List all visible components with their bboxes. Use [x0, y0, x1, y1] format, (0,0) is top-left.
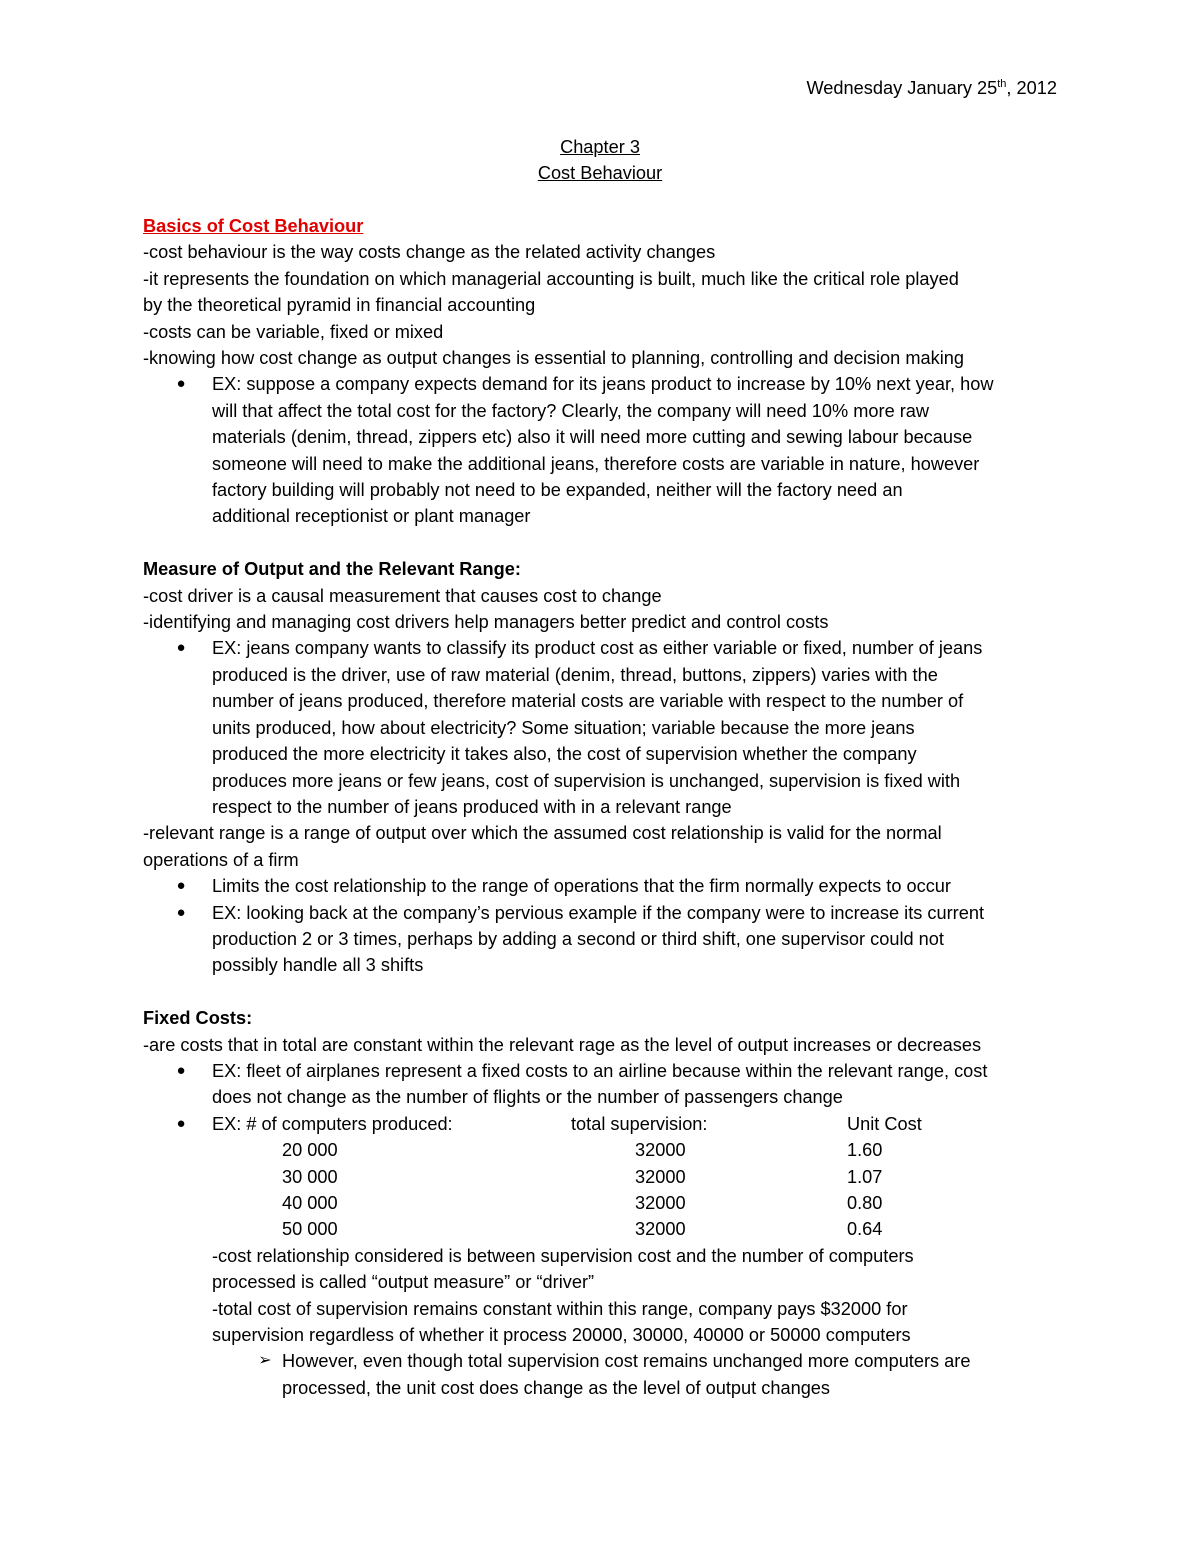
table-cell: 40 000	[282, 1193, 338, 1213]
bullet-icon: ●	[176, 1114, 186, 1132]
table-cell: 50 000	[282, 1219, 338, 1240]
bullet-line: produced the more electricity it takes also, the cost of supervision whether the company	[212, 744, 917, 765]
table-cell: 0.64	[847, 1219, 883, 1240]
bullet-line: units produced, how about electricity? Some situation; variable because the more jeans	[212, 717, 915, 738]
fixed-explanation	[143, 1243, 1057, 1349]
bullet-line: produces more jeans or few jeans, cost of supervision is unchanged, supervision is fixed with	[212, 770, 961, 791]
date-text: Wednesday January 25	[806, 78, 998, 98]
bullet-line: number of jeans produced, therefore material costs are variable with respect to the number of	[212, 691, 964, 712]
date-year: , 2012	[1006, 78, 1057, 98]
date-superscript: th	[997, 77, 1007, 90]
text-line: -cost relationship considered is between supervision cost and the number of computers	[212, 1245, 914, 1266]
bullet-icon: ●	[176, 375, 186, 393]
cost-table-block	[143, 1111, 1057, 1243]
bullet-item	[143, 1058, 1057, 1111]
bullet-line: EX: suppose a company expects demand for its jeans product to increase by 10% next year, how	[212, 374, 994, 395]
bullet-item	[143, 371, 1057, 529]
bullet-line: does not change as the number of flights or the number of passengers change	[212, 1087, 843, 1108]
bullet-line: will that affect the total cost for the factory? Clearly, the company will need 10% more raw	[212, 400, 930, 421]
table-row	[212, 1216, 967, 1242]
table-cell: 32000	[635, 1219, 686, 1240]
bullet-icon: ●	[176, 877, 186, 895]
text-line: -identifying and managing cost drivers help managers better predict and control costs	[143, 612, 829, 633]
table-cell: 0.80	[847, 1193, 883, 1213]
table-cell: 30 000	[282, 1166, 338, 1187]
bullet-line: materials (denim, thread, zippers etc) also it will need more cutting and sewing labour because	[212, 427, 973, 448]
bullet-item	[143, 873, 1057, 899]
table-header: Unit Cost	[847, 1113, 922, 1134]
bullet-line: However, even though total supervision cost remains unchanged more computers are	[282, 1351, 971, 1372]
arrow-bullet-icon: ➢	[258, 1352, 272, 1370]
text-line: -are costs that in total are constant within the relevant rage as the level of output increases or decreases	[143, 1034, 982, 1055]
bullet-line: EX: jeans company wants to classify its product cost as either variable or fixed, number of jeans	[212, 638, 983, 659]
bullet-line: EX: looking back at the company’s pervious example if the company were to increase its current	[212, 902, 985, 923]
bullet-line: produced is the driver, use of raw material (denim, thread, buttons, zippers) varies with the	[212, 664, 938, 685]
text-line: by the theoretical pyramid in financial accounting	[143, 295, 536, 316]
text-line: -relevant range is a range of output over which the assumed cost relationship is valid for the normal	[143, 823, 942, 844]
text-line: -it represents the foundation on which managerial accounting is built, much like the critical role played	[143, 268, 959, 289]
section-heading-fixed: Fixed Costs:	[143, 1008, 253, 1029]
table-cell: 20 000	[282, 1140, 338, 1161]
bullet-icon: ●	[176, 903, 186, 921]
text-line: -cost behaviour is the way costs change as the related activity changes	[143, 242, 716, 263]
table-header: EX: # of computers produced:	[212, 1113, 453, 1134]
bullet-line: someone will need to make the additional jeans, therefore costs are variable in nature, however	[212, 453, 980, 474]
text-line: -total cost of supervision remains constant within this range, company pays $32000 for	[212, 1298, 908, 1319]
table-row	[212, 1190, 967, 1216]
date-line	[143, 75, 1057, 101]
section-heading-measure: Measure of Output and the Relevant Range:	[143, 559, 521, 580]
basics-lines	[143, 239, 1057, 371]
text-line: supervision regardless of whether it process 20000, 30000, 40000 or 50000 computers	[212, 1325, 911, 1346]
bullet-line: processed, the unit cost does change as the level of output changes	[282, 1377, 831, 1398]
bullet-item	[143, 900, 1057, 979]
text-line: -cost driver is a causal measurement that causes cost to change	[143, 585, 662, 606]
text-line: processed is called “output measure” or “driver”	[212, 1272, 595, 1293]
table-cell: 32000	[635, 1193, 686, 1213]
table-header: total supervision:	[571, 1113, 708, 1134]
bullet-line: Limits the cost relationship to the range of operations that the firm normally expects to occur	[212, 876, 951, 897]
table-row	[212, 1164, 967, 1190]
table-header-row	[212, 1111, 967, 1137]
table-cell: 1.07	[847, 1166, 883, 1187]
chapter-subtitle: Cost Behaviour	[537, 163, 663, 184]
table-cell: 32000	[635, 1166, 686, 1187]
text-line: operations of a firm	[143, 849, 299, 870]
bullet-line: respect to the number of jeans produced with in a relevant range	[212, 796, 732, 817]
bullet-icon: ●	[176, 639, 186, 657]
table-cell: 32000	[635, 1140, 686, 1161]
arrow-bullet-item	[143, 1348, 1057, 1401]
bullet-line: production 2 or 3 times, perhaps by adding a second or third shift, one supervisor could not	[212, 928, 944, 949]
chapter-title: Chapter 3	[560, 136, 640, 157]
cost-table	[212, 1111, 967, 1243]
table-cell: 1.60	[847, 1140, 883, 1161]
bullet-icon: ●	[176, 1061, 186, 1079]
bullet-line: EX: fleet of airplanes represent a fixed costs to an airline because within the relevant range, cost	[212, 1060, 988, 1081]
bullet-line: additional receptionist or plant manager	[212, 506, 531, 527]
section-heading-basics: Basics of Cost Behaviour	[143, 216, 364, 236]
text-line: -knowing how cost change as output changes is essential to planning, controlling and decision making	[143, 348, 964, 369]
table-row	[212, 1137, 967, 1163]
text-line: -costs can be variable, fixed or mixed	[143, 321, 444, 342]
bullet-line: factory building will probably not need to be expanded, neither will the factory need an	[212, 480, 903, 501]
bullet-line: possibly handle all 3 shifts	[212, 955, 424, 976]
bullet-item	[143, 635, 1057, 820]
